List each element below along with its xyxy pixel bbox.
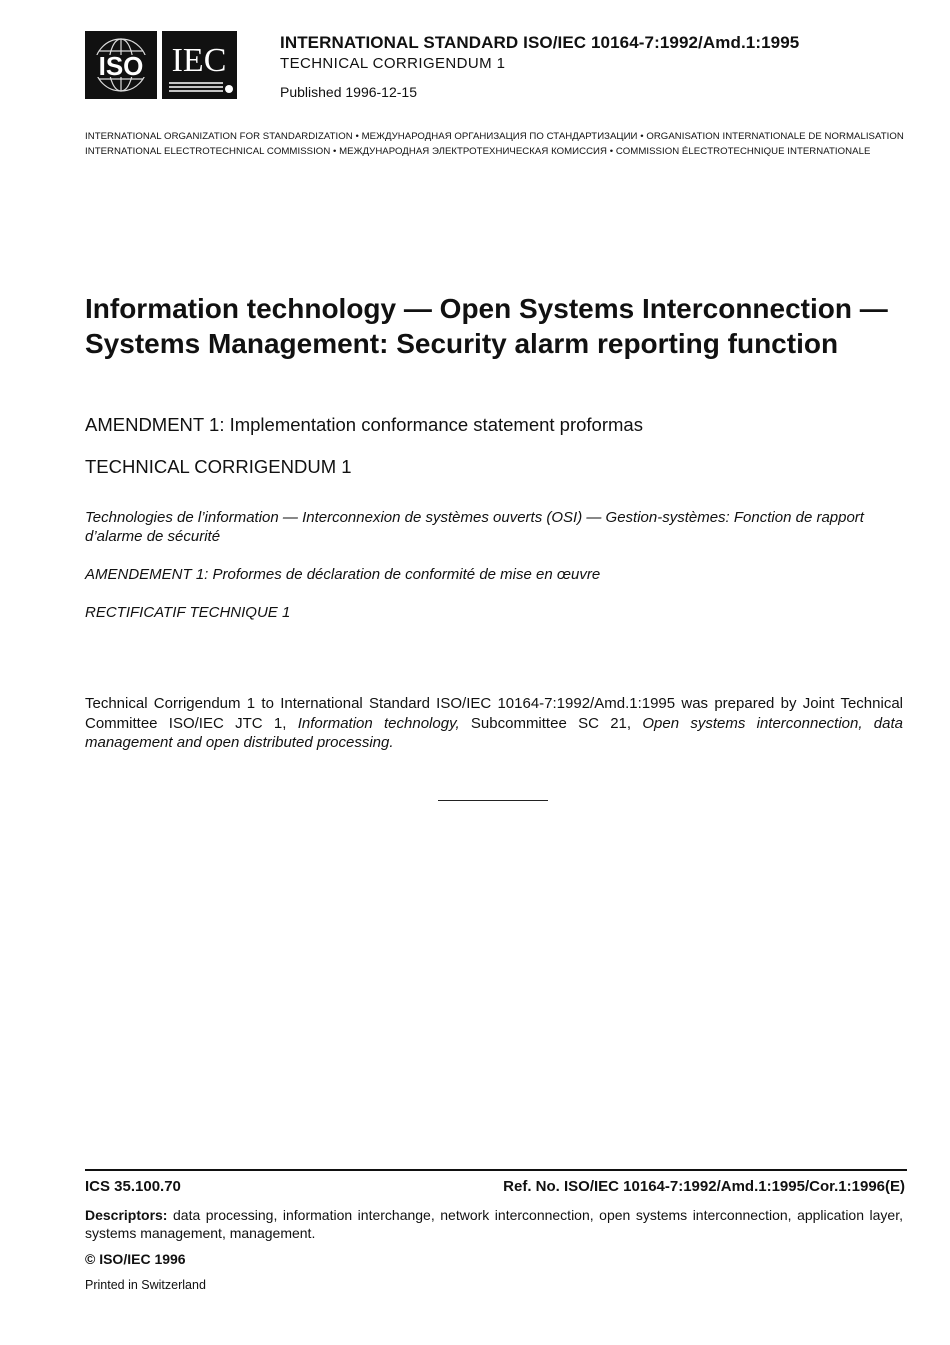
standard-title: INTERNATIONAL STANDARD ISO/IEC 10164-7:1992/Amd.1:1995 bbox=[280, 33, 800, 52]
document-title: Information technology — Open Systems Interconnection — Systems Management: Security alarm reporting function bbox=[85, 293, 888, 359]
amendment-title: AMENDMENT 1: Implementation conformance statement proformas bbox=[85, 414, 643, 435]
iso-logo-text: ISO bbox=[98, 51, 144, 81]
descriptors bbox=[85, 1206, 903, 1242]
iec-logo-text: IEC bbox=[171, 42, 227, 79]
separator-line bbox=[438, 800, 548, 801]
reference-number: Ref. No. ISO/IEC 10164-7:1992/Amd.1:1995/Cor.1:1996(E) bbox=[503, 1178, 905, 1195]
preparation-committee-title: Information technology, bbox=[297, 714, 460, 732]
iso-iec-logo bbox=[85, 31, 237, 99]
french-rectificatif: RECTIFICATIF TECHNIQUE 1 bbox=[85, 604, 291, 621]
corrigendum-title: TECHNICAL CORRIGENDUM 1 bbox=[85, 456, 352, 477]
published-date: Published 1996-12-15 bbox=[280, 84, 417, 100]
preparation-paragraph bbox=[85, 694, 903, 753]
organization-line-iec: INTERNATIONAL ELECTROTECHNICAL COMMISSION • МЕЖДУНАРОДНАЯ ЭЛЕКТРОТЕХНИЧЕСКАЯ КОМИССИЯ • COMMISSION ÉLECTROTECHNIQUE INTERNATIONALE bbox=[85, 146, 871, 157]
copyright: © ISO/IEC 1996 bbox=[85, 1251, 186, 1267]
corrigendum-label: TECHNICAL CORRIGENDUM 1 bbox=[280, 55, 506, 72]
french-title: Technologies de l’information — Interconnexion de systèmes ouverts (OSI) — Gestion-systèmes: Fonction de rapport d’alarme de sécurité bbox=[85, 509, 864, 545]
footer-rule bbox=[85, 1169, 907, 1171]
organization-line-iso: INTERNATIONAL ORGANIZATION FOR STANDARDIZATION • МЕЖДУНАРОДНАЯ ОРГАНИЗАЦИЯ ПО СТАНДАРТИЗАЦИИ • ORGANISATION INTERNATIONALE DE NORMALISATION bbox=[85, 131, 904, 142]
descriptors-text: data processing, information interchange, network interconnection, open systems interconnection, application layer, systems management, management. bbox=[85, 1207, 903, 1241]
preparation-text-2: Subcommittee SC 21, bbox=[459, 714, 643, 732]
french-amendment: AMENDEMENT 1: Proformes de déclaration de conformité de mise en œuvre bbox=[85, 566, 601, 583]
ics-code: ICS 35.100.70 bbox=[85, 1178, 181, 1195]
printed-in: Printed in Switzerland bbox=[85, 1278, 206, 1292]
preparation-text-1: Technical Corrigendum 1 to International Standard ISO/IEC 10164-7:1992/Amd.1:1995 was prepared by Joint Technical Committee ISO/IEC JTC 1, bbox=[85, 695, 903, 732]
descriptors-label: Descriptors: bbox=[85, 1207, 168, 1223]
iso-iec-logo-graphic bbox=[85, 31, 237, 99]
preparation-subcommittee-title: Open systems interconnection, data management and open distributed processing. bbox=[85, 714, 904, 751]
